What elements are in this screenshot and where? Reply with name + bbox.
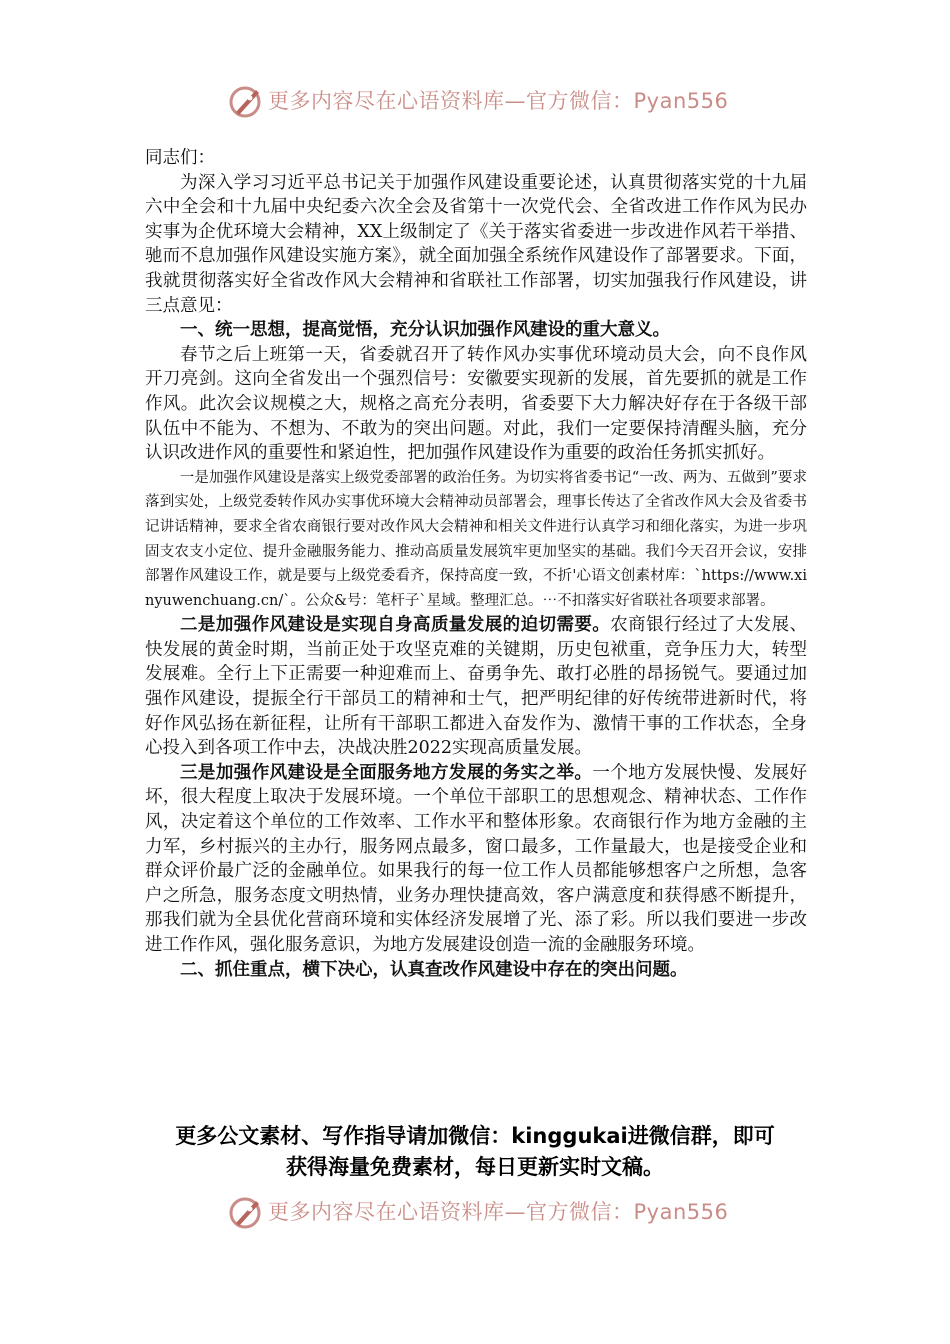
- pen-circle-icon: [226, 82, 264, 120]
- paragraph-4-lead: 三是加强作风建设是全面服务地方发展的务实之举。: [180, 762, 593, 783]
- paragraph-2: 一是加强作风建设是落实上级党委部署的政治任务。为切实将省委书记“一改、两为、五做到”要求落到实处，上级党委转作风办实事优环境大会精神动员部署会，理事长传达了全省改作风大会及省委书记讲话精神，要求全省农商银行要对改作风大会精神和相关文件进行认真学习和细化落实，为进一步巩固支农支小定位、提升金融服务能力、推动高质量发展筑牢更加坚实的基础。我们今天召开会议，安排部署作风建设工作，就是要与上级党委看齐，保持高度一致，不折'心语文创素材库：`https://www.xinyuwenchuang.cn/`。公众&号：笔杆子`星域。整理汇总。⋯不扣落实好省联社各项要求部署。: [145, 469, 807, 609]
- watermark-text: 更多内容尽在心语资料库—官方微信：Pyan556: [268, 89, 729, 113]
- paragraph-3-body: 农商银行经过了大发展、快发展的黄金时期，当前正处于攻坚克难的关键期，历史包袱重，竞争压力大，转型发展难。全行上下正需要一种迎难而上、奋勇争先、敢打必胜的昂扬锐气。要通过加强作风建设，提振全行干部员工的精神和士气，把严明纪律的好传统带进新时代，将好作风弘扬在新征程，让所有干部职工都进入奋发作为、激情干事的工作状态，全身心投入到各项工作中去，决战决胜2022实现高质量发展。: [145, 615, 807, 759]
- promo-line-1: 更多公文素材、写作指导请加微信：kinggukai进微信群，即可: [175, 1124, 775, 1148]
- document-body: [145, 146, 807, 982]
- watermark-banner-top: [0, 80, 950, 124]
- section-heading-1: 一、统一思想，提高觉悟，充分认识加强作风建设的重大意义。: [180, 320, 670, 341]
- paragraph-1: 春节之后上班第一天，省委就召开了转作风办实事优环境动员大会，向不良作风开刀亮剑。这向全省发出一个强烈信号：安徽要实现新的发展，首先要抓的就是工作作风。此次会议规模之大，规格之高充分表明，省委要下大力解决好存在于各级干部队伍中不能为、不想为、不敢为的突出问题。对此，我们一定要保持清醒头脑，充分认识改进作风的重要性和紧迫性，把加强作风建设作为重要的政治任务抓实抓好。: [145, 344, 807, 464]
- section-heading-2: 二、抓住重点，横下决心，认真查改作风建设中存在的突出问题。: [180, 959, 688, 980]
- salutation: 同志们：: [145, 148, 215, 168]
- paragraph-3-lead: 二是加强作风建设是实现自身高质量发展的迫切需要。: [180, 615, 611, 636]
- paragraph-4-body: 一个地方发展快慢、发展好坏，很大程度上取决于发展环境。一个单位干部职工的思想观念、精神状态、工作作风，决定着这个单位的工作效率、工作水平和整体形象。农商银行作为地方金融的主力军，乡村振兴的主办行，服务网点最多，窗口最多，工作量最大，也是接受企业和群众评价最广泛的金融单位。如果我行的每一位工作人员都能够想客户之所想，急客户之所急，服务态度文明热情，业务办理快捷高效，客户满意度和获得感不断提升，那我们就为全县优化营商环境和实体经济发展增了光、添了彩。所以我们要进一步改进工作作风，强化服务意识，为地方发展建设创造一流的金融服务环境。: [145, 762, 808, 955]
- watermark-text: 更多内容尽在心语资料库—官方微信：Pyan556: [268, 1200, 729, 1224]
- paragraph-4: [145, 761, 807, 958]
- intro-paragraph: 为深入学习习近平总书记关于加强作风建设重要论述，认真贯彻落实党的十九届六中全会和十九届中央纪委六次全会及省第十一次党代会、全省改进工作作风为民办实事为企优环境大会精神，XX上级制定了《关于落实省委进一步改进作风若干举措、驰而不息加强作风建设实施方案》，就全面加强全系统作风建设作了部署要求。下面，我就贯彻落实好全省改作风大会精神和省联社工作部署，切实加强我行作风建设，讲三点意见：: [145, 172, 807, 316]
- paragraph-3: [145, 613, 807, 761]
- promo-line-2: 获得海量免费素材，每日更新实时文稿。: [286, 1155, 664, 1179]
- pen-circle-icon: [226, 1193, 264, 1231]
- watermark-banner-bottom: [0, 1191, 950, 1235]
- promo-block: [140, 1121, 810, 1183]
